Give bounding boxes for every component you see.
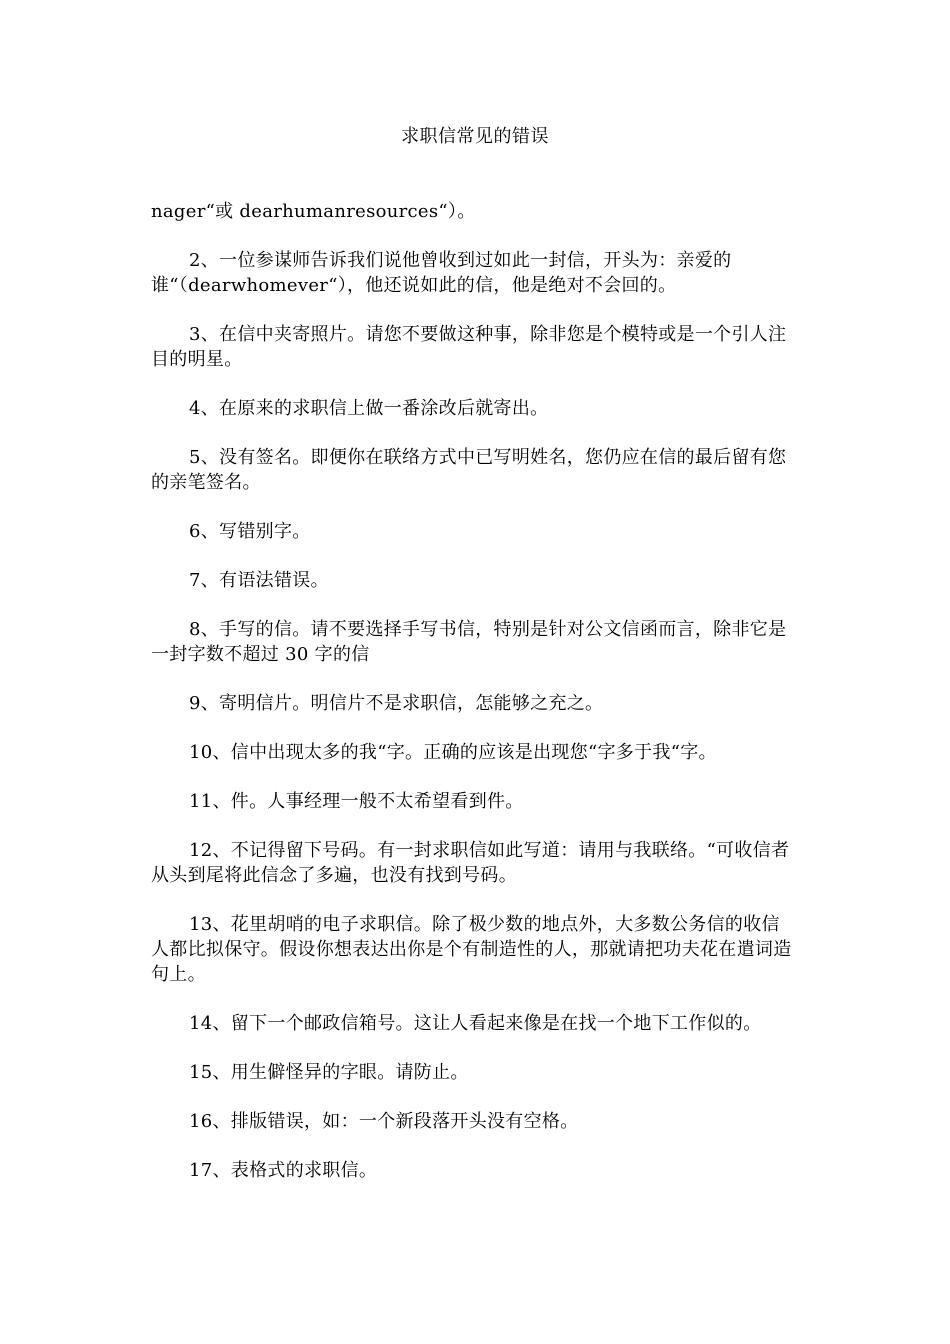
paragraph-item-2: 2、一位参谋师告诉我们说他曾收到过如此一封信，开头为：亲爱的谁“（dearwhomever“），他还说如此的信，他是绝对不会回的。 — [151, 250, 732, 296]
paragraph-item-14: 14、留下一个邮政信箱号。这让人看起来像是在找一个地下工作似的。 — [189, 1013, 762, 1034]
paragraph-item-8: 8、手写的信。请不要选择手写书信，特别是针对公文信函而言，除非它是一封字数不超过 30 字的信 — [151, 619, 787, 665]
document-body — [151, 199, 795, 1207]
paragraph-item-16: 16、排版错误，如：一个新段落开头没有空格。 — [189, 1111, 579, 1132]
paragraph-item-7: 7、有语法错误。 — [189, 570, 329, 591]
paragraph-item-4: 4、在原来的求职信上做一番涂改后就寄出。 — [189, 398, 549, 419]
paragraph-item-9: 9、寄明信片。明信片不是求职信，怎能够之充之。 — [189, 693, 604, 714]
paragraph-continuation: nager“或 dearhumanresources“）。 — [151, 201, 476, 222]
paragraph-item-15: 15、用生僻怪异的字眼。请防止。 — [189, 1062, 469, 1083]
paragraph-item-6: 6、写错别字。 — [189, 521, 311, 542]
paragraph-item-13: 13、花里胡哨的电子求职信。除了极少数的地点外，大多数公务信的收信人都比拟保守。假设你想表达出你是个有制造性的人，那就请把功夫花在遣词造句上。 — [151, 914, 792, 985]
paragraph-item-12: 12、不记得留下号码。有一封求职信如此写道：请用与我联络。“可收信者从头到尾将此信念了多遍，也没有找到号码。 — [151, 840, 790, 886]
document-title: 求职信常见的错误 — [401, 126, 549, 147]
paragraph-item-5: 5、没有签名。即便你在联络方式中已写明姓名，您仍应在信的最后留有您的亲笔签名。 — [151, 447, 787, 493]
paragraph-item-10: 10、信中出现太多的我“字。正确的应该是出现您“字多于我“字。 — [189, 742, 717, 763]
paragraph-item-11: 11、件。人事经理一般不太希望看到件。 — [189, 791, 524, 812]
paragraph-item-17: 17、表格式的求职信。 — [189, 1160, 378, 1181]
paragraph-item-3: 3、在信中夹寄照片。请您不要做这种事，除非您是个模特或是一个引人注目的明星。 — [151, 324, 787, 370]
